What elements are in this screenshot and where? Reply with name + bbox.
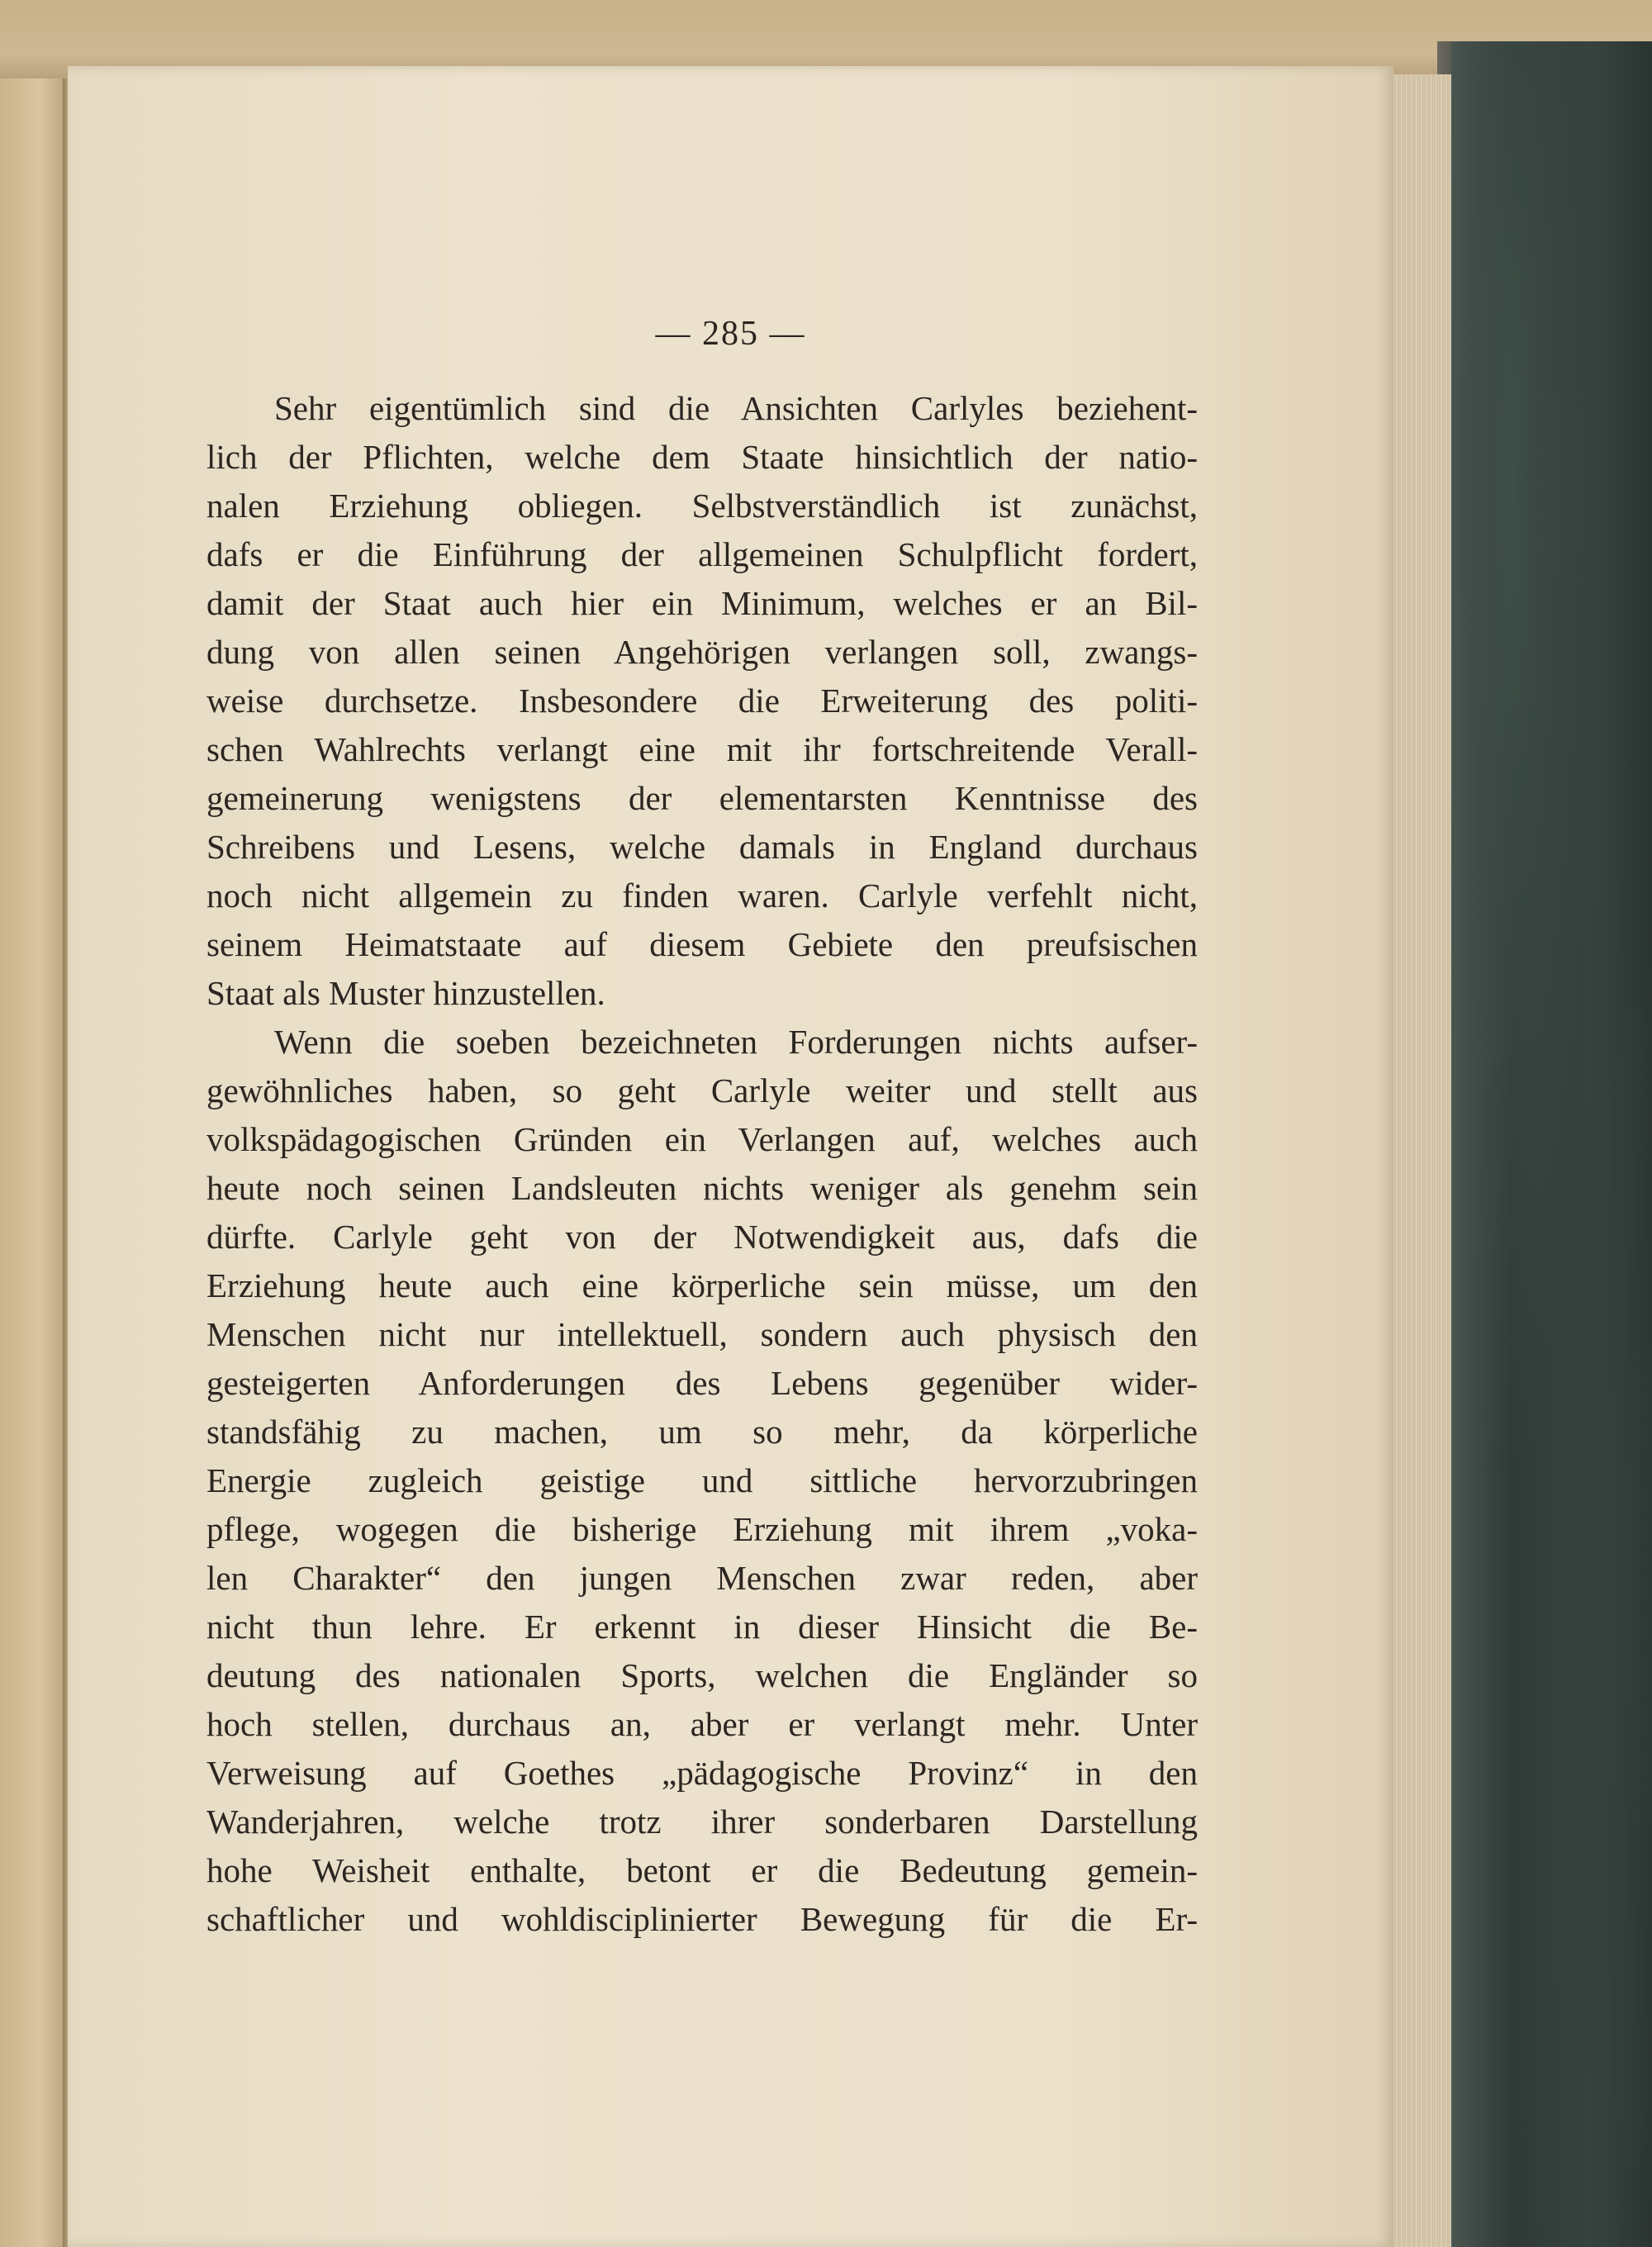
text-line: weise durchsetze. Insbesondere die Erweiterung des politi- bbox=[206, 682, 1198, 720]
text-line: heute noch seinen Landsleuten nichts weniger als genehm sein bbox=[206, 1169, 1198, 1207]
text-line: len Charakter“ den jungen Menschen zwar reden, aber bbox=[206, 1559, 1198, 1597]
text-line: gewöhnliches haben, so geht Carlyle weiter und stellt aus bbox=[206, 1071, 1198, 1109]
text-line: Wenn die soeben bezeichneten Forderungen nichts aufser- bbox=[274, 1023, 1198, 1061]
text-line: schaftlicher und wohldisciplinierter Bewegung für die Er- bbox=[206, 1900, 1198, 1938]
text-line: pflege, wogegen die bisherige Erziehung mit ihrem „voka- bbox=[206, 1510, 1198, 1548]
text-line: gemeinerung wenigstens der elementarsten Kenntnisse des bbox=[206, 779, 1198, 817]
text-line: Sehr eigentümlich sind die Ansichten Carlyles beziehent- bbox=[274, 389, 1198, 427]
text-line: noch nicht allgemein zu finden waren. Carlyle verfehlt nicht, bbox=[206, 876, 1198, 914]
left-page-edge bbox=[0, 78, 68, 2247]
book-page bbox=[68, 66, 1393, 2247]
text-line: damit der Staat auch hier ein Minimum, welches er an Bil- bbox=[206, 584, 1198, 622]
text-line: Schreibens und Lesens, welche damals in England durchaus bbox=[206, 828, 1198, 866]
text-line: Energie zugleich geistige und sittliche hervorzubringen bbox=[206, 1461, 1198, 1499]
page-text bbox=[206, 384, 1198, 1944]
text-line: hohe Weisheit enthalte, betont er die Bedeutung gemein- bbox=[206, 1851, 1198, 1889]
text-line: dung von allen seinen Angehörigen verlangen soll, zwangs- bbox=[206, 633, 1198, 671]
page-number: — 285 — bbox=[655, 315, 806, 353]
text-line: schen Wahlrechts verlangt eine mit ihr fortschreitende Verall- bbox=[206, 730, 1198, 768]
text-line: Menschen nicht nur intellektuell, sondern auch physisch den bbox=[206, 1315, 1198, 1353]
book-cover bbox=[1451, 41, 1652, 2247]
text-line: Wanderjahren, welche trotz ihrer sonderbaren Darstellung bbox=[206, 1803, 1198, 1841]
text-line: Verweisung auf Goethes „pädagogische Provinz“ in den bbox=[206, 1754, 1198, 1792]
text-line: nicht thun lehre. Er erkennt in dieser Hinsicht die Be- bbox=[206, 1608, 1198, 1646]
text-line: dürfte. Carlyle geht von der Notwendigkeit aus, dafs die bbox=[206, 1218, 1198, 1256]
page-edges bbox=[1393, 74, 1451, 2247]
text-line: seinem Heimatstaate auf diesem Gebiete den preufsischen bbox=[206, 925, 1198, 963]
text-line: deutung des nationalen Sports, welchen die Engländer so bbox=[206, 1656, 1198, 1694]
text-line: lich der Pflichten, welche dem Staate hinsichtlich der natio- bbox=[206, 438, 1198, 476]
text-line: volkspädagogischen Gründen ein Verlangen auf, welches auch bbox=[206, 1120, 1198, 1158]
text-line: nalen Erziehung obliegen. Selbstverständlich ist zunächst, bbox=[206, 487, 1198, 525]
text-line: hoch stellen, durchaus an, aber er verlangt mehr. Unter bbox=[206, 1705, 1198, 1743]
text-line: standsfähig zu machen, um so mehr, da körperliche bbox=[206, 1413, 1198, 1451]
text-line: Staat als Muster hinzustellen. bbox=[206, 974, 605, 1012]
text-line: Erziehung heute auch eine körperliche sein müsse, um den bbox=[206, 1266, 1198, 1304]
text-line: gesteigerten Anforderungen des Lebens gegenüber wider- bbox=[206, 1364, 1198, 1402]
text-line: dafs er die Einführung der allgemeinen Schulpflicht fordert, bbox=[206, 535, 1198, 573]
